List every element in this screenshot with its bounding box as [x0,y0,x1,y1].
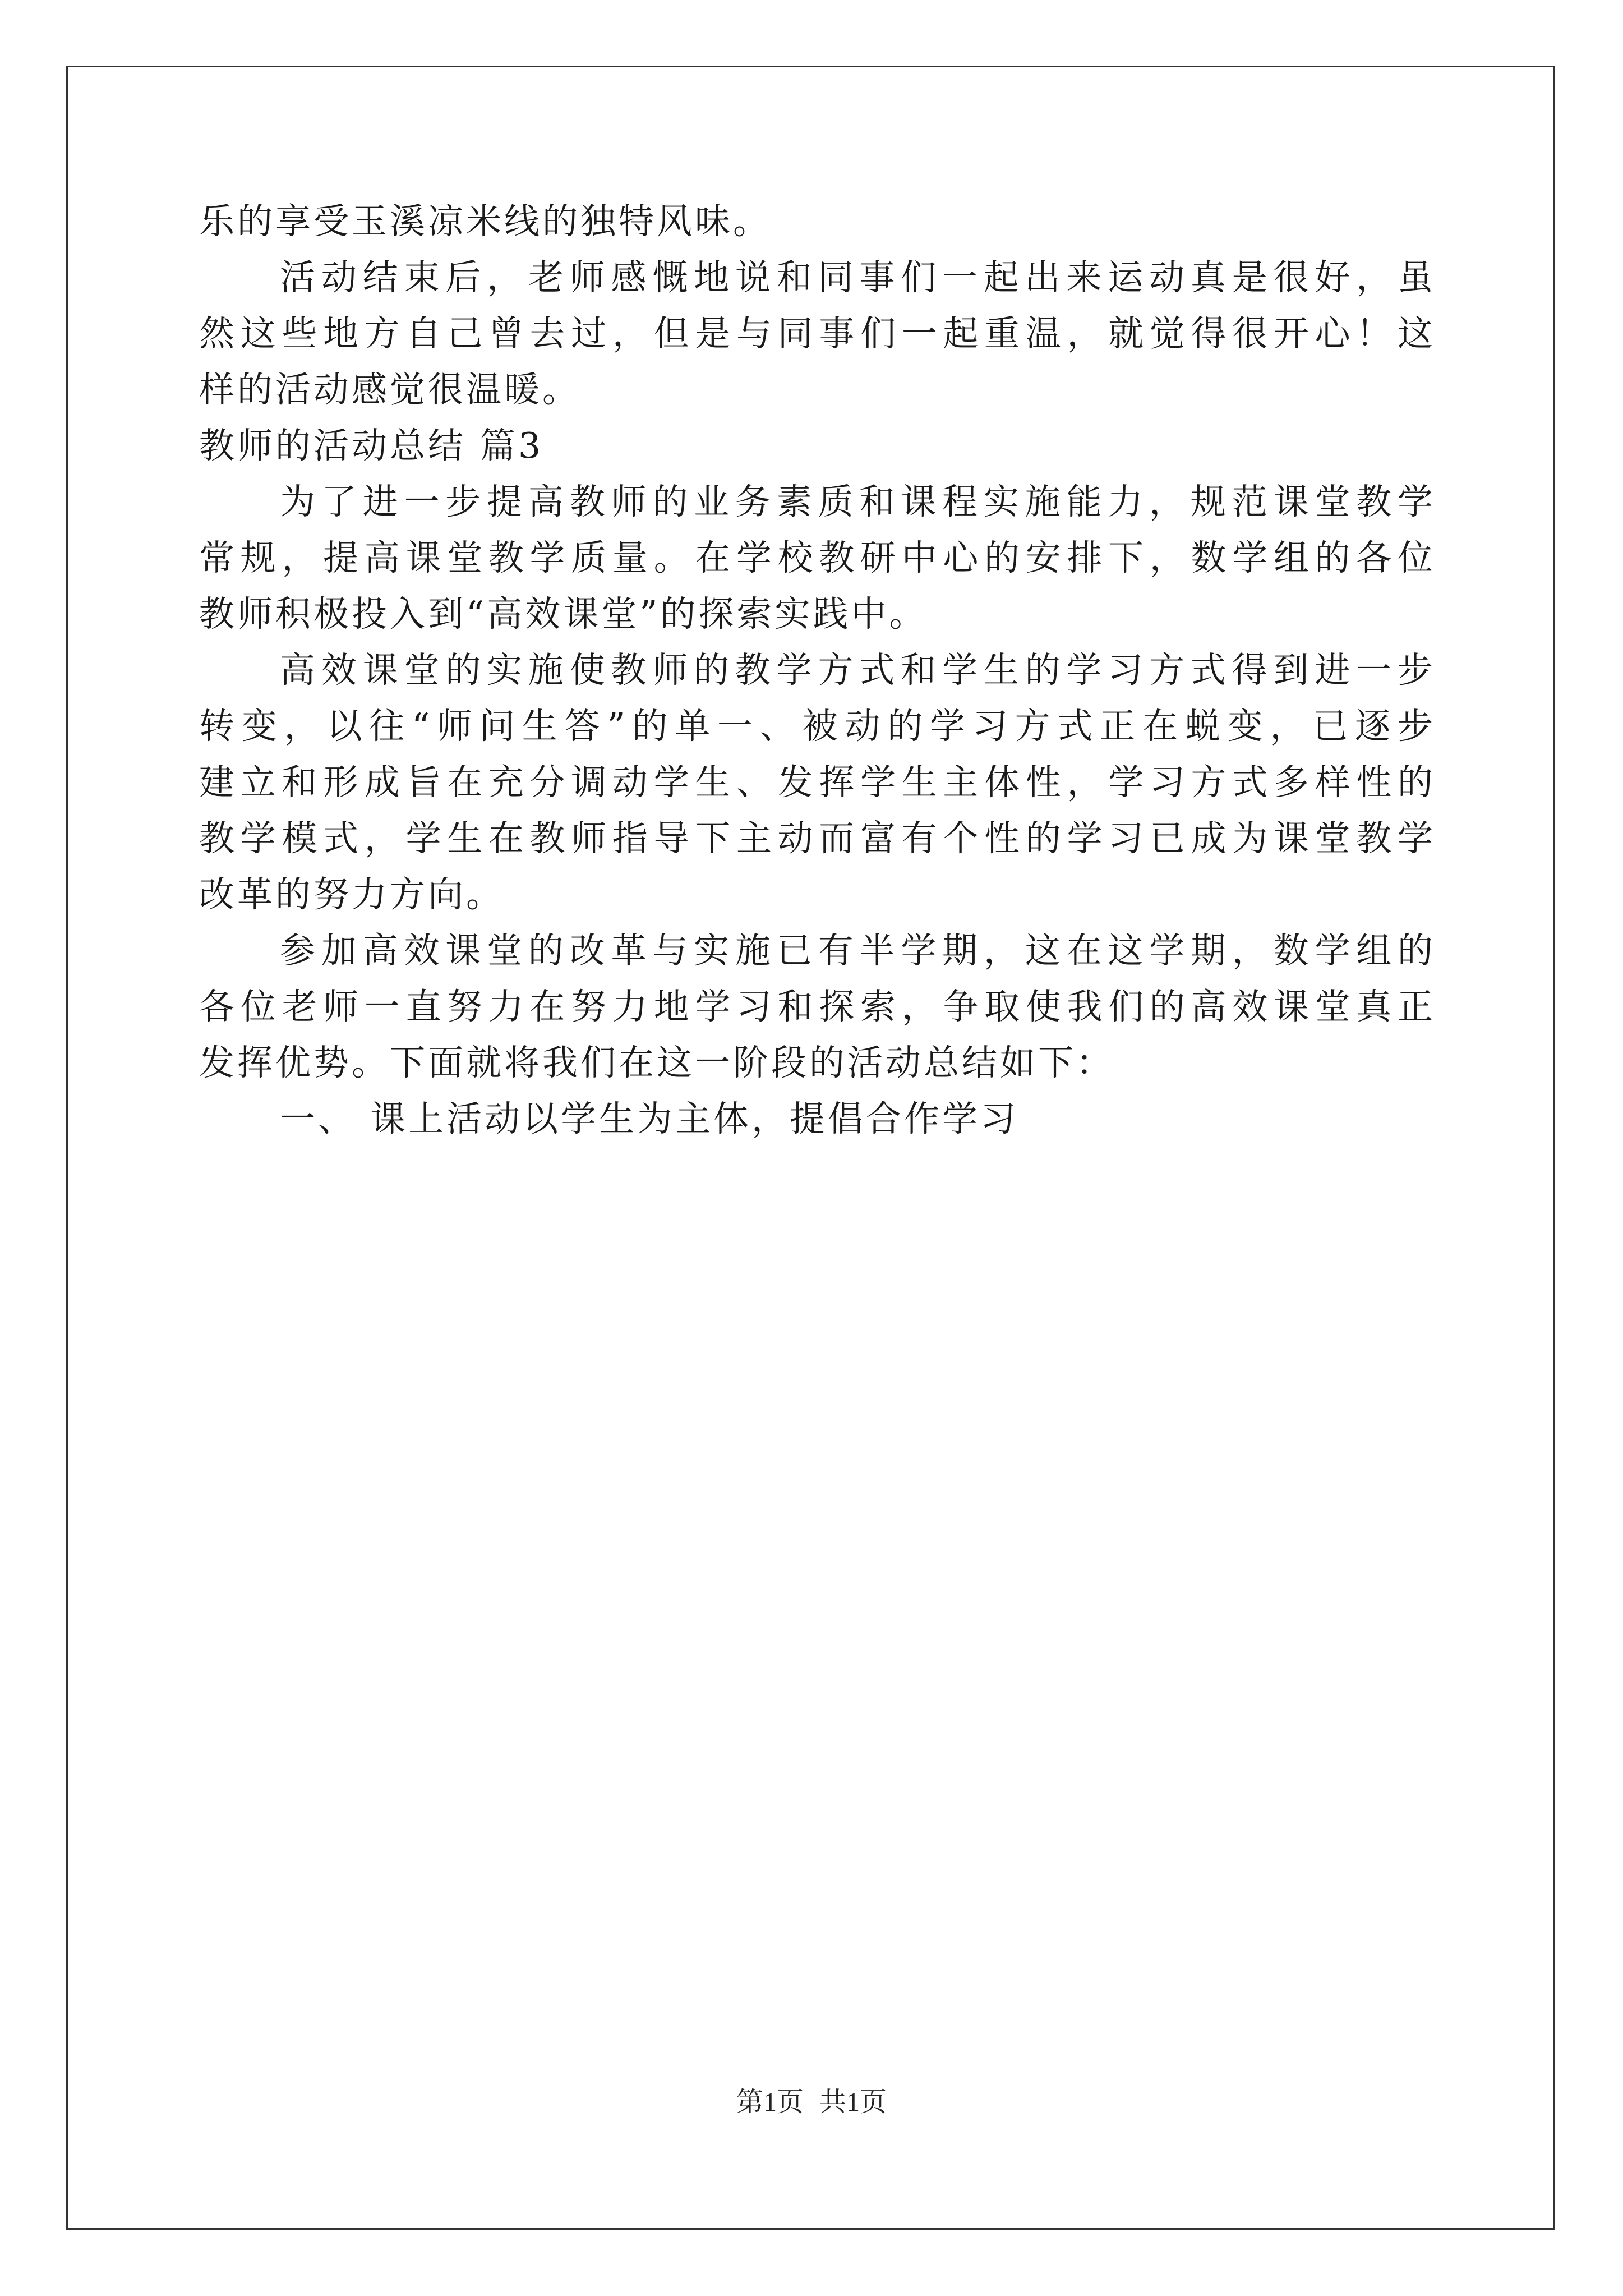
text-line: 然这些地方自己曾去过，但是与同事们一起重温，就觉得很开心！这 [199,313,1433,354]
text-line: 教师积极投入到“高效课堂”的探索实践中。 [199,593,928,634]
text-line: 教学模式，学生在教师指导下主动而富有个性的学习已成为课堂教学 [199,818,1433,859]
page-total: 共1页 [819,2087,887,2117]
text-line: 常规，提高课堂教学质量。在学校教研中心的安排下，数学组的各位 [199,537,1433,578]
text-line: 高效课堂的实施使教师的教学方式和学生的学习方式得到进一步 [280,650,1433,691]
document-body [199,194,1433,1147]
page-number: 第1页 [736,2087,804,2117]
text-line: 建立和形成旨在充分调动学生、发挥学生主体性，学习方式多样性的 [199,762,1433,803]
section-heading: 教师的活动总结 篇3 [199,425,544,466]
text-line: 参加高效课堂的改革与实施已有半学期，这在这学期，数学组的 [280,930,1433,971]
text-line: 乐的享受玉溪凉米线的独特风味。 [199,201,771,242]
text-line: 为了进一步提高教师的业务素质和课程实施能力，规范课堂教学 [280,481,1433,522]
text-line: 样的活动感觉很温暖。 [199,369,580,410]
text-line: 活动结束后，老师感慨地说和同事们一起出来运动真是很好，虽 [280,257,1433,298]
text-line: 发挥优势。下面就将我们在这一阶段的活动总结如下： [199,1042,1114,1083]
text-line: 各位老师一直努力在努力地学习和探索，争取使我们的高效课堂真正 [199,986,1433,1027]
page-footer [0,2086,1623,2119]
list-heading: 一、 课上活动以学生为主体，提倡合作学习 [280,1098,1019,1139]
text-line: 改革的努力方向。 [199,874,504,915]
text-line: 转变，以往“师问生答”的单一、被动的学习方式正在蜕变，已逐步 [199,706,1433,747]
